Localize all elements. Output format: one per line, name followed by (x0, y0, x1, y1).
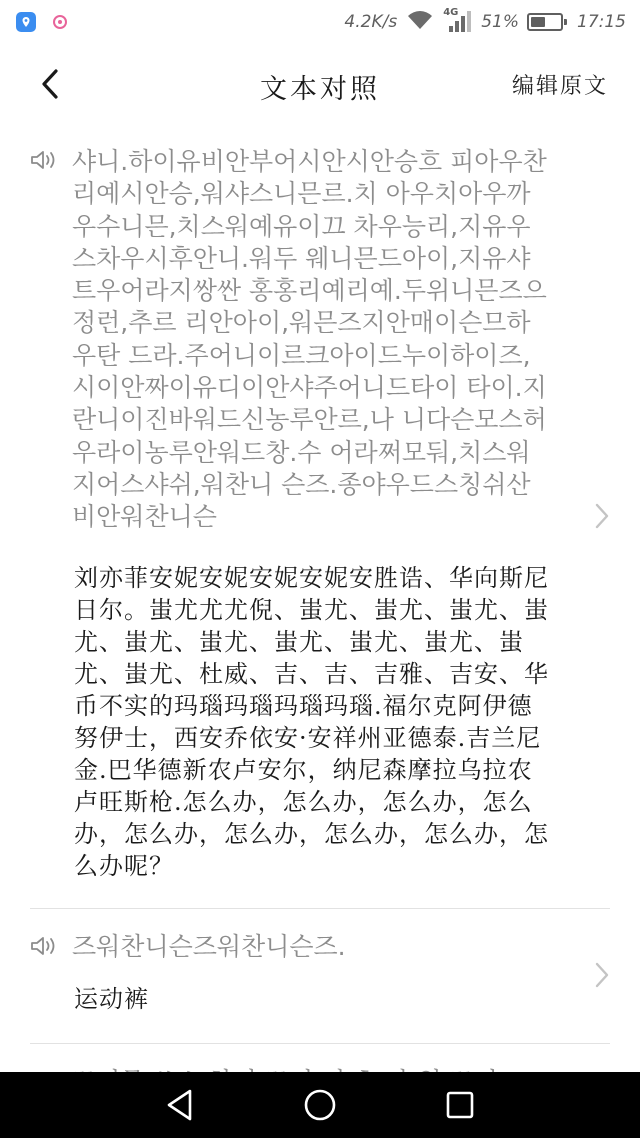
speaker-icon[interactable] (30, 935, 60, 957)
pink-app-icon (50, 12, 70, 32)
edit-original-button[interactable]: 编辑原文 (511, 74, 608, 99)
battery-percent-text: 51% (481, 12, 519, 32)
wifi-icon (405, 9, 435, 36)
status-left (16, 12, 70, 32)
nav-back-button[interactable] (156, 1081, 204, 1129)
square-recents-icon (445, 1090, 475, 1120)
signal-icon (443, 7, 473, 34)
location-app-icon (16, 12, 36, 32)
translation-text: 运动裤 (74, 984, 149, 1013)
status-right (344, 9, 626, 36)
comparison-list (0, 140, 640, 1098)
original-text: 샤니.하이유비안부어시안시안승흐 피아우찬리예시안승,워샤스니믄르.치 아우치아우까우수니믄,치스워예유이끄 차우능리,지유우스차우시후안니.워두 웨니믄드아이,지유샤트우어라지쌍싼 홍홍리예리예.두위니믄즈으정런,추르 리안아이,워믄즈지안매이슨므하우탄 드라.주어니이르크아이드누이하이즈, 시이안짜이유디이안샤주어니드타이 타이.지란니이진바워드신농루안르,나 니다슨모스허우라이농루안워드창.수 어라쩌모둬,치스워지어스샤쉬,워찬니 슨즈.종야우드스칭쉬산비안워찬니슨 (72, 147, 547, 532)
navigation-bar (0, 1072, 640, 1138)
battery-fill (531, 17, 545, 27)
triangle-back-icon (164, 1088, 196, 1122)
header (0, 44, 640, 122)
chevron-right-icon[interactable] (594, 502, 610, 530)
comparison-entry[interactable] (0, 909, 640, 1043)
circle-home-icon (303, 1088, 337, 1122)
translation-text: 刘亦菲安妮安妮安妮安妮安胜诰、华向斯尼日尔。蚩尤尤尤倪、蚩尤、蚩尤、蚩尤、蚩尤、蚩尤、蚩尤、蚩尤、蚩尤、蚩尤、蚩尤、蚩尤、杜威、吉、吉、吉雅、吉安、华币不实的玛瑙玛瑙玛瑙玛瑙.福尔克阿伊德努伊士，西安乔依安·安祥州亚德泰.吉兰尼金.巴华德新农卢安尔，纳尼森摩拉乌拉农卢旺斯枪.怎么办，怎么办，怎么办，怎么办，怎么办，怎么办，怎么办，怎么办，怎么办呢？ (74, 563, 549, 880)
comparison-entry[interactable] (0, 140, 640, 882)
nav-home-button[interactable] (296, 1081, 344, 1129)
network-type-text: 4G (443, 7, 459, 18)
page-title: 文本对照 (260, 74, 380, 105)
speaker-icon[interactable] (30, 149, 60, 171)
nav-recents-button[interactable] (436, 1081, 484, 1129)
clock-text: 17:15 (577, 12, 626, 32)
original-text: 즈워찬니슨즈워찬니슨즈. (72, 931, 346, 961)
status-bar (0, 0, 640, 44)
chevron-right-icon[interactable] (594, 961, 610, 989)
battery-icon (527, 13, 563, 31)
net-speed-text: 4.2K/s (344, 12, 398, 32)
